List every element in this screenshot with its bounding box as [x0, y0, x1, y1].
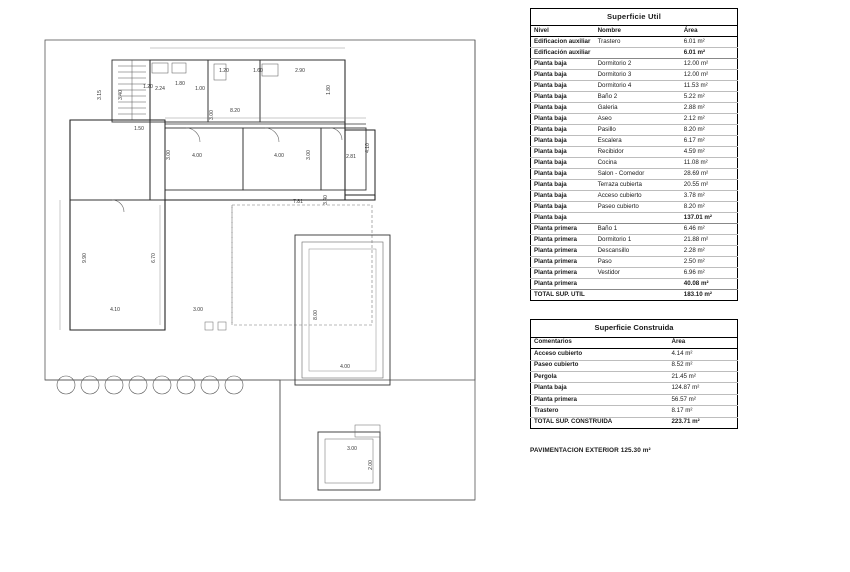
- table-row: [531, 169, 738, 180]
- cell-area: 4.14 m²: [668, 349, 737, 360]
- dimension-label: 4.00: [274, 153, 284, 159]
- cell-nombre: Escalera: [595, 136, 681, 147]
- cell-comentario: Paseo cubierto: [531, 360, 669, 371]
- cell-nombre: Terraza cubierta: [595, 180, 681, 191]
- cell-area: 4.59 m²: [681, 147, 738, 158]
- cell-nombre: [595, 279, 681, 290]
- dimension-label: 7.81: [293, 199, 303, 205]
- cell-nivel: Planta baja: [531, 59, 595, 70]
- cell-nivel: Planta primera: [531, 279, 595, 290]
- col-header-nivel: Nivel: [531, 26, 595, 37]
- cell-nivel: Planta baja: [531, 92, 595, 103]
- cell-nombre: Paseo cubierto: [595, 202, 681, 213]
- cell-area: 124.87 m²: [668, 383, 737, 394]
- cell-nivel: Planta baja: [531, 103, 595, 114]
- cell-nombre: Paso: [595, 257, 681, 268]
- cell-nombre: Aseo: [595, 114, 681, 125]
- cell-nivel: Planta baja: [531, 169, 595, 180]
- cell-nombre: [595, 290, 681, 301]
- col-header-nombre: Nombre: [595, 26, 681, 37]
- superficie-construida-title: Superficie Construida: [530, 319, 738, 336]
- cell-nivel: Planta baja: [531, 70, 595, 81]
- dimension-label: 9.90: [82, 253, 88, 263]
- dimension-label: 1.80: [175, 81, 185, 87]
- table-row: [531, 383, 738, 394]
- table-row: [531, 406, 738, 417]
- cell-area: 21.88 m²: [681, 235, 738, 246]
- dimension-label: 1.50: [134, 126, 144, 132]
- table-row: [531, 235, 738, 246]
- cell-comentario: Planta baja: [531, 383, 669, 394]
- cell-nivel: Planta baja: [531, 191, 595, 202]
- cell-nombre: [595, 213, 681, 224]
- table-row: [531, 202, 738, 213]
- cell-nivel: Planta baja: [531, 114, 595, 125]
- dimension-label: 4.10: [365, 143, 371, 153]
- table-row: [531, 48, 738, 59]
- table-row: [531, 37, 738, 48]
- cell-nivel: Planta primera: [531, 257, 595, 268]
- cell-comentario: Pergola: [531, 371, 669, 382]
- col-header-comentarios: Comentarios: [531, 337, 669, 348]
- cell-nombre: Dormitorio 4: [595, 81, 681, 92]
- cell-area: 223.71 m²: [668, 417, 737, 428]
- cell-nombre: Dormitorio 3: [595, 70, 681, 81]
- cell-nivel: Planta baja: [531, 136, 595, 147]
- cell-nombre: Cocina: [595, 158, 681, 169]
- cell-area: 5.22 m²: [681, 92, 738, 103]
- dimension-label: 3.00: [306, 150, 312, 160]
- cell-nombre: Recibidor: [595, 147, 681, 158]
- cell-nivel: Planta baja: [531, 147, 595, 158]
- dimension-label: 4.10: [110, 307, 120, 313]
- cell-nivel: Planta baja: [531, 158, 595, 169]
- dimension-label: 1.00: [195, 86, 205, 92]
- cell-nombre: Baño 1: [595, 224, 681, 235]
- cell-area: 3.78 m²: [681, 191, 738, 202]
- cell-area: 183.10 m²: [681, 290, 738, 301]
- cell-area: 11.53 m²: [681, 81, 738, 92]
- dimension-label: 2.24: [155, 86, 165, 92]
- cell-nombre: Trastero: [595, 37, 681, 48]
- cell-nivel: Planta baja: [531, 81, 595, 92]
- pavimentacion-note: PAVIMENTACION EXTERIOR 125.30 m²: [530, 446, 651, 454]
- table-row: [531, 257, 738, 268]
- cell-nombre: Pasillo: [595, 125, 681, 136]
- cell-nombre: Galeria: [595, 103, 681, 114]
- cell-nivel: Edificación auxiliar: [531, 48, 595, 59]
- dimension-label: 3.40: [118, 90, 124, 100]
- col-header-area-construida: Área: [668, 337, 737, 348]
- table-row: [531, 394, 738, 405]
- cell-area: 2.12 m²: [681, 114, 738, 125]
- cell-area: 2.28 m²: [681, 246, 738, 257]
- cell-area: 8.20 m²: [681, 125, 738, 136]
- cell-nombre: Dormitorio 1: [595, 235, 681, 246]
- table-row: [531, 158, 738, 169]
- cell-nivel: Planta primera: [531, 246, 595, 257]
- cell-area: 6.96 m²: [681, 268, 738, 279]
- dimension-label: 3.00: [166, 150, 172, 160]
- table-row: [531, 191, 738, 202]
- cell-nombre: Salon - Comedor: [595, 169, 681, 180]
- cell-nombre: [595, 48, 681, 59]
- dimension-label: 8.00: [313, 310, 319, 320]
- dimension-label: 2.90: [295, 68, 305, 74]
- dimension-label: 1.20: [143, 84, 153, 90]
- cell-comentario: TOTAL SUP. CONSTRUIDA: [531, 417, 669, 428]
- table-row: [531, 371, 738, 382]
- dimension-label: 8.20: [230, 108, 240, 114]
- table-row: [531, 290, 738, 301]
- cell-nivel: Planta primera: [531, 235, 595, 246]
- superficie-util-table: [530, 8, 738, 301]
- table-row: [531, 103, 738, 114]
- cell-area: 20.55 m²: [681, 180, 738, 191]
- cell-area: 12.00 m²: [681, 59, 738, 70]
- dimension-label: 1.60: [253, 68, 263, 74]
- cell-area: 21.45 m²: [668, 371, 737, 382]
- table-row: [531, 70, 738, 81]
- dimension-label: 3.15: [97, 90, 103, 100]
- superficie-util-title: Superficie Util: [530, 8, 738, 25]
- dimension-label: 4.00: [192, 153, 202, 159]
- cell-area: 137.01 m²: [681, 213, 738, 224]
- table-row: [531, 224, 738, 235]
- cell-area: 2.88 m²: [681, 103, 738, 114]
- cell-comentario: Acceso cubierto: [531, 349, 669, 360]
- cell-area: 8.20 m²: [681, 202, 738, 213]
- cell-area: 12.00 m²: [681, 70, 738, 81]
- dimension-label: 4.00: [340, 364, 350, 370]
- cell-comentario: Trastero: [531, 406, 669, 417]
- cell-nivel: Planta baja: [531, 213, 595, 224]
- cell-area: 8.52 m²: [668, 360, 737, 371]
- table-row: [531, 360, 738, 371]
- cell-area: 6.01 m²: [681, 37, 738, 48]
- table-row: [531, 136, 738, 147]
- dimension-label: 3.00: [209, 110, 215, 120]
- dimension-label: 1.80: [326, 85, 332, 95]
- table-row: [531, 213, 738, 224]
- cell-area: 6.46 m²: [681, 224, 738, 235]
- cell-nivel: TOTAL SUP. UTIL: [531, 290, 595, 301]
- table-row: [531, 114, 738, 125]
- cell-nivel: Planta baja: [531, 125, 595, 136]
- superficie-construida-table: [530, 319, 738, 429]
- cell-nivel: Planta baja: [531, 180, 595, 191]
- cell-area: 2.50 m²: [681, 257, 738, 268]
- dimension-label: 2.81: [346, 154, 356, 160]
- table-row: [531, 268, 738, 279]
- table-row: [531, 59, 738, 70]
- cell-nombre: Vestidor: [595, 268, 681, 279]
- cell-nombre: Baño 2: [595, 92, 681, 103]
- table-row: [531, 147, 738, 158]
- table-row: [531, 81, 738, 92]
- table-row: [531, 246, 738, 257]
- cell-nombre: Descansillo: [595, 246, 681, 257]
- table-row: [531, 279, 738, 290]
- cell-nombre: Acceso cubierto: [595, 191, 681, 202]
- cell-area: 6.01 m²: [681, 48, 738, 59]
- cell-area: 8.17 m²: [668, 406, 737, 417]
- cell-nivel: Edificacion auxiliar: [531, 37, 595, 48]
- cell-nombre: Dormitorio 2: [595, 59, 681, 70]
- cell-area: 11.08 m²: [681, 158, 738, 169]
- dimension-label: 3.00: [193, 307, 203, 313]
- table-row: [531, 180, 738, 191]
- table-row: [531, 417, 738, 428]
- table-row: [531, 349, 738, 360]
- cell-nivel: Planta primera: [531, 268, 595, 279]
- table-row: [531, 125, 738, 136]
- dimension-label: 6.70: [151, 253, 157, 263]
- dimension-label: 2.00: [368, 460, 374, 470]
- table-row: [531, 92, 738, 103]
- surface-tables-panel: [530, 8, 842, 454]
- cell-area: 56.57 m²: [668, 394, 737, 405]
- dimension-label: 3.40: [323, 195, 329, 205]
- cell-area: 40.08 m²: [681, 279, 738, 290]
- dimension-label: 1.20: [219, 68, 229, 74]
- col-header-area: Área: [681, 26, 738, 37]
- cell-area: 6.17 m²: [681, 136, 738, 147]
- cell-nivel: Planta primera: [531, 224, 595, 235]
- cell-nivel: Planta baja: [531, 202, 595, 213]
- cell-area: 28.69 m²: [681, 169, 738, 180]
- cell-comentario: Planta primera: [531, 394, 669, 405]
- dimension-label: 3.00: [347, 446, 357, 452]
